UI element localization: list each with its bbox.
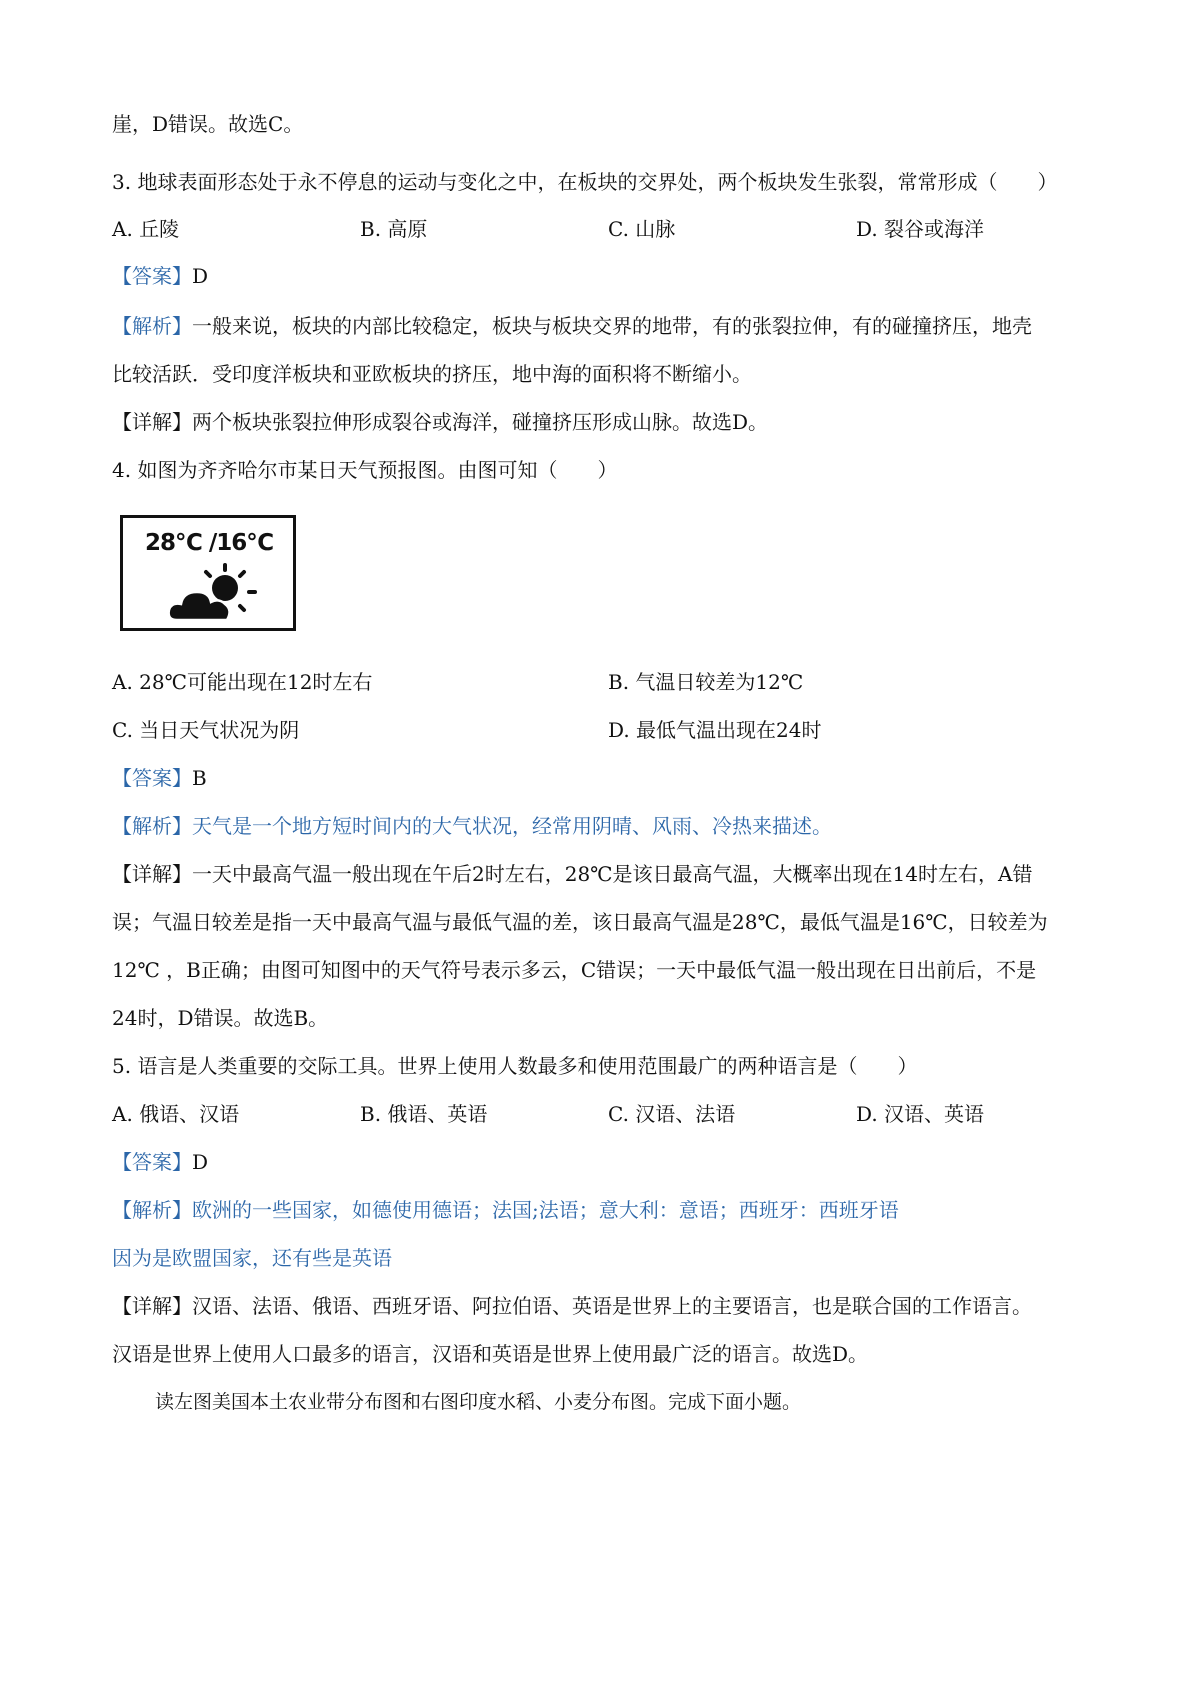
q5-detail-cont: 汉语是世界上使用人口最多的语言，汉语和英语是世界上使用最广泛的语言。故选D。: [112, 1342, 869, 1366]
answer-tag: 【答案】: [112, 766, 192, 790]
analysis-tag: 【解析】: [112, 314, 192, 338]
q5-option-b: B. 俄语、英语: [360, 1102, 488, 1126]
q3-option-c: C. 山脉: [608, 217, 676, 241]
q5-option-a: A. 俄语、汉语: [112, 1102, 240, 1126]
q4-option-c: C. 当日天气状况为阴: [112, 718, 300, 742]
q3-option-d: D. 裂谷或海洋: [856, 217, 985, 241]
answer-tag: 【答案】: [112, 1150, 192, 1174]
q4-detail-cont-1: 误；气温日较差是指一天中最高气温与最低气温的差，该日最高气温是28℃，最低气温是16℃，日较差为: [112, 910, 1048, 934]
q4-detail-cont-2: 12℃ ，B正确；由图可知图中的天气符号表示多云，C错误；一天中最低气温一般出现在日出前后，不是: [112, 958, 1037, 982]
q5-answer: [112, 1148, 208, 1176]
question-4-stem: 4. 如图为齐齐哈尔市某日天气预报图。由图可知（ ）: [112, 458, 618, 482]
q4-option-a: A. 28℃可能出现在12时左右: [112, 670, 373, 694]
analysis-tag: 【解析】: [112, 814, 192, 838]
question-3-stem: 3. 地球表面形态处于永不停息的运动与变化之中，在板块的交界处，两个板块发生张裂，常常形成（ ）: [112, 170, 1058, 194]
partly-cloudy-icon: [163, 562, 263, 626]
analysis-text: 欧洲的一些国家，如德使用德语；法国;法语；意大利：意语；西班牙：西班牙语: [192, 1198, 899, 1222]
q3-option-b: B. 高原: [360, 217, 428, 241]
reading-intro: 读左图美国本土农业带分布图和右图印度水稻、小麦分布图。完成下面小题。: [155, 1391, 802, 1413]
detail-text: 一天中最高气温一般出现在午后2时左右，28℃是该日最高气温，大概率出现在14时左右，A错: [192, 862, 1033, 886]
analysis-text: 一般来说，板块的内部比较稳定，板块与板块交界的地带，有的张裂拉伸，有的碰撞挤压，地壳: [192, 314, 1032, 338]
detail-text: 汉语、法语、俄语、西班牙语、阿拉伯语、英语是世界上的主要语言，也是联合国的工作语言。: [192, 1294, 1032, 1318]
q4-option-d: D. 最低气温出现在24时: [608, 718, 822, 742]
q5-option-d: D. 汉语、英语: [856, 1102, 985, 1126]
q3-option-a: A. 丘陵: [112, 217, 180, 241]
question-5-stem: 5. 语言是人类重要的交际工具。世界上使用人数最多和使用范围最广的两种语言是（ ）: [112, 1054, 918, 1078]
q4-analysis: [112, 812, 832, 840]
q5-option-c: C. 汉语、法语: [608, 1102, 736, 1126]
q4-answer: [112, 764, 207, 792]
q5-analysis: [112, 1196, 899, 1224]
q4-option-b: B. 气温日较差为12℃: [608, 670, 804, 694]
answer-value: D: [192, 1150, 209, 1174]
q3-answer: [112, 262, 208, 290]
analysis-text: 天气是一个地方短时间内的大气状况，经常用阴晴、风雨、冷热来描述。: [192, 814, 832, 838]
q4-detail: [112, 860, 1032, 888]
weather-temperature: 28℃ /16℃: [145, 530, 274, 556]
detail-text: 两个板块张裂拉伸形成裂谷或海洋，碰撞挤压形成山脉。故选D。: [192, 410, 769, 434]
q4-detail-cont-3: 24时，D错误。故选B。: [112, 1006, 329, 1030]
detail-tag: 【详解】: [112, 1294, 192, 1318]
answer-value: B: [192, 766, 207, 790]
detail-tag: 【详解】: [112, 410, 192, 434]
weather-forecast-figure: [120, 515, 296, 631]
answer-value: D: [192, 264, 209, 288]
q5-detail: [112, 1292, 1032, 1320]
detail-tag: 【详解】: [112, 862, 192, 886]
q3-analysis-cont: 比较活跃．受印度洋板块和亚欧板块的挤压，地中海的面积将不断缩小。: [112, 362, 752, 386]
q3-analysis: [112, 312, 1032, 340]
text-line: 崖，D错误。故选C。: [112, 112, 304, 136]
answer-tag: 【答案】: [112, 264, 192, 288]
q5-analysis-cont: 因为是欧盟国家，还有些是英语: [112, 1246, 392, 1270]
q3-detail: [112, 408, 768, 436]
analysis-tag: 【解析】: [112, 1198, 192, 1222]
